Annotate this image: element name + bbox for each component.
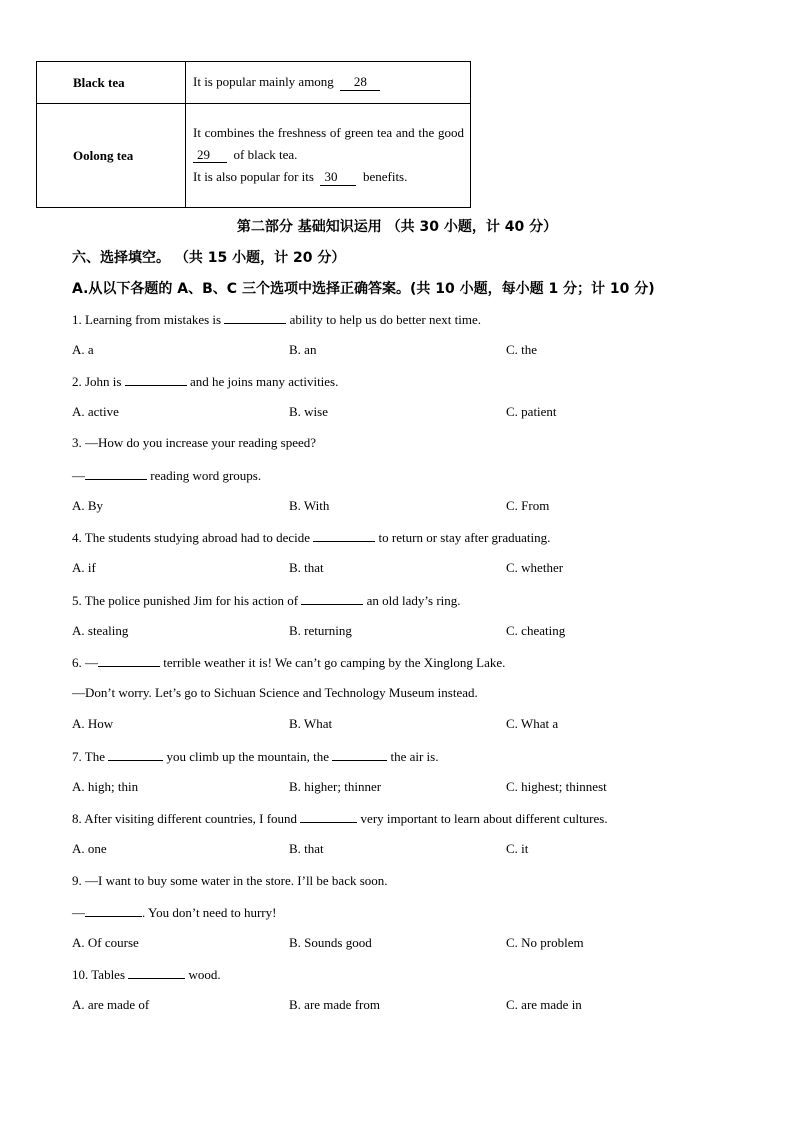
question-6-reply: —Don’t worry. Let’s go to Sichuan Science and Technology Museum instead.: [72, 685, 478, 700]
option-b[interactable]: B. higher; thinner: [289, 779, 382, 794]
answer-blank[interactable]: [300, 810, 357, 823]
option-b[interactable]: B. an: [289, 342, 317, 357]
option-a[interactable]: A. How: [72, 716, 114, 731]
question-6: 6. — terrible weather it is! We can’t go camping by the Xinglong Lake.: [72, 655, 506, 670]
question-10: 10. Tables wood.: [72, 967, 221, 982]
answer-blank[interactable]: [85, 467, 147, 480]
question-1: 1. Learning from mistakes is ability to help us do better next time.: [72, 312, 481, 327]
answer-blank[interactable]: 30: [320, 170, 356, 185]
answer-blank[interactable]: [85, 904, 142, 917]
option-c[interactable]: C. patient: [506, 404, 557, 419]
tea-name: Black tea: [37, 62, 186, 104]
option-a[interactable]: A. Of course: [72, 935, 139, 950]
table-row: [37, 62, 471, 104]
question-2: 2. John is and he joins many activities.: [72, 374, 339, 389]
answer-blank[interactable]: [332, 748, 387, 761]
option-c[interactable]: C. cheating: [506, 623, 566, 638]
option-c[interactable]: C. highest; thinnest: [506, 779, 607, 794]
tea-name: Oolong tea: [37, 104, 186, 208]
question-5: 5. The police punished Jim for his action of an old lady’s ring.: [72, 593, 461, 608]
answer-blank[interactable]: [108, 748, 163, 761]
tea-description: It is popular mainly among 28: [186, 62, 471, 104]
option-c[interactable]: C. the: [506, 342, 538, 357]
option-b[interactable]: B. that: [289, 560, 324, 575]
table-row: [37, 104, 471, 208]
option-c[interactable]: C. whether: [506, 560, 564, 575]
option-b[interactable]: B. With: [289, 498, 330, 513]
answer-blank[interactable]: 29: [193, 148, 227, 163]
option-a[interactable]: A. By: [72, 498, 104, 513]
question-9-reply: — . You don’t need to hurry!: [72, 905, 277, 920]
answer-blank[interactable]: [224, 311, 286, 324]
answer-blank[interactable]: [128, 966, 185, 979]
answer-blank[interactable]: [313, 529, 375, 542]
question-7: 7. The you climb up the mountain, the the air is.: [72, 749, 439, 764]
option-a[interactable]: A. active: [72, 404, 119, 419]
question-4: 4. The students studying abroad had to decide to return or stay after graduating.: [72, 530, 551, 545]
section-title: 六、选择填空。 （共 15 小题，计 20 分）: [72, 250, 346, 266]
question-3-reply: — reading word groups.: [72, 468, 262, 483]
option-b[interactable]: B. are made from: [289, 997, 380, 1012]
option-a[interactable]: A. a: [72, 342, 94, 357]
answer-blank[interactable]: [125, 373, 187, 386]
option-a[interactable]: A. if: [72, 560, 96, 575]
option-a[interactable]: A. are made of: [72, 997, 150, 1012]
option-a[interactable]: A. one: [72, 841, 107, 856]
option-b[interactable]: B. What: [289, 716, 333, 731]
question-3: 3. —How do you increase your reading speed?: [72, 435, 317, 450]
answer-blank[interactable]: [98, 654, 160, 667]
option-b[interactable]: B. Sounds good: [289, 935, 372, 950]
section-a-title: A.从以下各题的 A、B、C 三个选项中选择正确答案。(共 10 小题，每小题 1 分；计 10 分): [72, 281, 655, 297]
option-b[interactable]: B. returning: [289, 623, 352, 638]
question-9: 9. —I want to buy some water in the store. I’ll be back soon.: [72, 873, 388, 888]
option-c[interactable]: C. What a: [506, 716, 559, 731]
answer-blank[interactable]: 28: [340, 75, 380, 90]
option-c[interactable]: C. From: [506, 498, 550, 513]
option-c[interactable]: C. No problem: [506, 935, 584, 950]
option-c[interactable]: C. it: [506, 841, 529, 856]
tea-table: [36, 61, 471, 208]
option-a[interactable]: A. stealing: [72, 623, 129, 638]
tea-description: It combines the freshness of green tea and the good 29 of black tea. It is also popular for its 30 benefits.: [186, 104, 471, 208]
option-b[interactable]: B. that: [289, 841, 324, 856]
option-a[interactable]: A. high; thin: [72, 779, 139, 794]
option-c[interactable]: C. are made in: [506, 997, 582, 1012]
part-title: 第二部分 基础知识运用 （共 30 小题，计 40 分）: [236, 219, 558, 235]
question-8: 8. After visiting different countries, I found very important to learn about different cultures.: [72, 811, 608, 826]
option-b[interactable]: B. wise: [289, 404, 328, 419]
answer-blank[interactable]: [301, 592, 363, 605]
